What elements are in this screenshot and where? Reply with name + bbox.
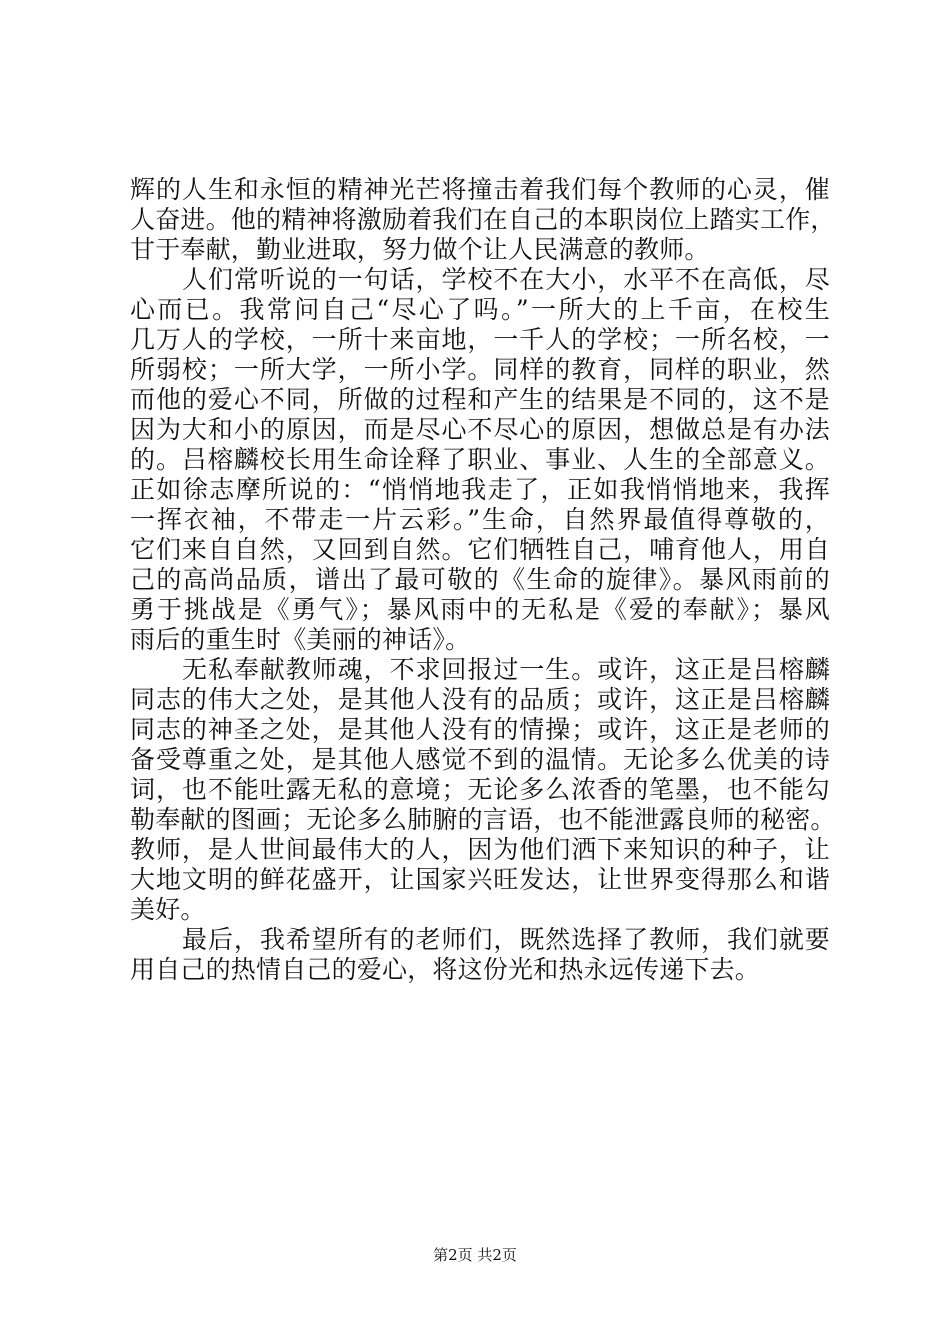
paragraph: [130, 925, 830, 985]
paragraph-line: 同志的伟大之处，是其他人没有的品质；或许，这正是吕榕麟: [130, 685, 830, 714]
paragraph-line: 备受尊重之处，是其他人感觉不到的温情。无论多么优美的诗: [130, 745, 830, 774]
paragraph-line: 心而已。我常问自己“尽心了吗。”一所大的上千亩，在校生: [130, 295, 830, 324]
paragraph-line: 辉的人生和永恒的精神光芒将撞击着我们每个教师的心灵，催: [130, 175, 830, 204]
paragraph-line: 雨后的重生时《美丽的神话》。: [130, 625, 471, 654]
paragraph-line: 同志的神圣之处，是其他人没有的情操；或许，这正是老师的: [130, 715, 830, 744]
paragraph-line: 甘于奉献，勤业进取，努力做个让人民满意的教师。: [130, 235, 710, 264]
paragraph-line: 一挥衣袖，不带走一片云彩。”生命，自然界最值得尊敬的，: [130, 505, 830, 534]
paragraph-line: 人奋进。他的精神将激励着我们在自己的本职岗位上踏实工作，: [130, 205, 836, 234]
paragraph-line: 它们来自自然，又回到自然。它们牺牲自己，哺育他人，用自: [130, 535, 830, 564]
paragraph-line: 正如徐志摩所说的：“悄悄地我走了，正如我悄悄地来，我挥: [130, 475, 830, 504]
page-footer: 第2页 共2页: [433, 1246, 517, 1264]
paragraph: [130, 175, 836, 265]
paragraph-line: 而他的爱心不同，所做的过程和产生的结果是不同的，这不是: [130, 385, 830, 414]
paragraph: [130, 265, 830, 655]
paragraph-line: 勒奉献的图画；无论多么肺腑的言语，也不能泄露良师的秘密。: [130, 805, 836, 834]
paragraph-line: 几万人的学校，一所十来亩地，一千人的学校；一所名校，一: [130, 325, 830, 354]
paragraph-line: 大地文明的鲜花盛开，让国家兴旺发达，让世界变得那么和谐: [130, 865, 830, 894]
paragraph-line: 词，也不能吐露无私的意境；无论多么浓香的笔墨，也不能勾: [130, 775, 830, 804]
paragraph-line: 己的高尚品质，谱出了最可敬的《生命的旋律》。暴风雨前的: [130, 565, 830, 594]
document-body: [130, 175, 836, 985]
paragraph-line: 最后，我希望所有的老师们，既然选择了教师，我们就要: [182, 925, 830, 954]
paragraph-line: 的。吕榕麟校长用生命诠释了职业、事业、人生的全部意义。: [130, 445, 830, 474]
paragraph-line: 用自己的热情自己的爱心，将这份光和热永远传递下去。: [130, 955, 761, 984]
paragraph-line: 美好。: [130, 895, 206, 924]
paragraph-line: 因为大和小的原因，而是尽心不尽心的原因，想做总是有办法: [130, 415, 830, 444]
paragraph: [130, 655, 836, 925]
paragraph-line: 所弱校；一所大学，一所小学。同样的教育，同样的职业，然: [130, 355, 830, 384]
paragraph-line: 勇于挑战是《勇气》；暴风雨中的无私是《爱的奉献》；暴风: [130, 595, 830, 624]
paragraph-line: 教师，是人世间最伟大的人，因为他们洒下来知识的种子，让: [130, 835, 830, 864]
paragraph-line: 人们常听说的一句话，学校不在大小，水平不在高低，尽: [182, 265, 830, 294]
paragraph-line: 无私奉献教师魂，不求回报过一生。或许，这正是吕榕麟: [182, 655, 830, 684]
